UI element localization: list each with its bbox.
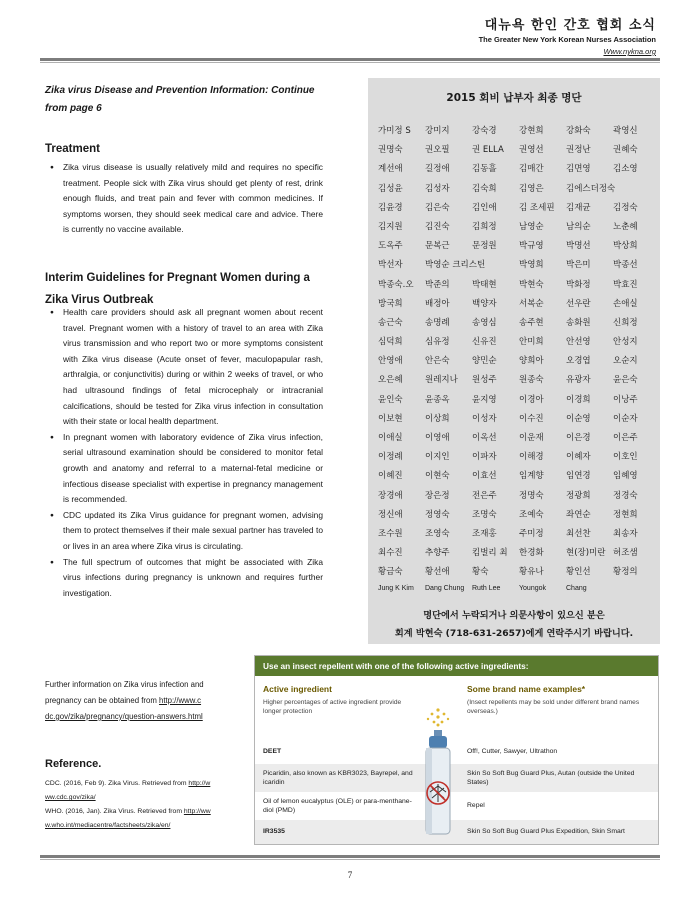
further-information-text: Further information on Zika virus infection and pregnancy can be obtained from [45,680,204,705]
donor-row [378,220,660,239]
donor-name: 이성자 [472,413,497,424]
repellent-spray-can-icon [415,706,461,836]
newsletter-url-link[interactable]: Www.nykna.org [603,47,656,56]
donor-name: 권오필 [425,145,450,156]
donor-name: 이지인 [425,452,450,463]
donor-name: 이호인 [613,452,638,463]
donor-name: 박준의 [425,279,450,290]
donor-name: 정광희 [566,490,591,501]
donor-name [472,258,519,277]
donor-name: 박종선 [613,260,638,271]
donor-name: 이옥선 [472,433,497,443]
donor-name: 권명숙 [378,145,403,156]
donor-name: 권영선 [519,145,544,156]
brand-cell: Off!, Cutter, Sawyer, Ultrathon [467,748,558,755]
brand-cell: Repel [467,802,485,809]
donor-row [378,489,660,508]
footer-rule [40,855,660,858]
donor-name: 김지원 [378,221,403,232]
donor-name: 이파자 [472,452,497,463]
donor-name: 이은주 [613,433,638,443]
donor-name: 임계향 [519,471,544,482]
donor-name: 정영숙 [425,509,450,520]
interim-guidelines-heading: Interim Guidelines for Pregnant Women during a Zika Virus Outbreak [45,272,310,306]
donor-name: 김재균 [566,202,591,213]
donor-name: 심덕희 [378,337,403,348]
donor-name: 황인선 [566,567,591,578]
donor-name: 원레지나 [425,375,458,386]
donor-name: Jung K Kim [378,584,414,592]
donor-name: 황선애 [425,567,450,578]
donor-name: 계선애 [378,164,403,175]
donor-name: 이영애 [425,433,450,443]
donor-name: 권정난 [566,145,591,156]
donor-name: 윤지영 [472,394,497,405]
donor-name: 유광자 [566,375,591,386]
donor-name: 김영은 [519,183,544,194]
donor-name: 박화정 [566,279,591,290]
donor-name: 박영희 [519,260,544,271]
donor-name: 박종숙.오 [378,279,414,290]
active-ingredient-subtext: Higher percentages of active ingredient provide longer protection [263,699,402,715]
donor-name: 이순자 [613,413,638,424]
donor-row [378,508,660,527]
donor-name: 윤종옥 [425,394,450,405]
donor-name: 강숙경 [472,126,497,136]
donor-name: 조명숙 [472,509,497,520]
donor-name: 박효진 [613,279,638,290]
donor-name: 황정의 [613,567,638,578]
donor-name: 이보현 [378,413,403,424]
donor-name: 김인애 [472,202,497,213]
donor-name: 가미정 S [378,126,411,136]
donor-name: 박상희 [613,241,638,252]
donor-name: 이운재 [519,433,544,443]
donor-name: 조수원 [378,528,403,539]
donor-name: 황숙 [472,567,489,578]
donor-name: 추향주 [425,548,450,559]
donor-name: 이정례 [378,452,403,463]
donor-name: 남영순 [519,221,544,232]
page-number: 7 [347,870,353,880]
donor-row [378,450,660,469]
donor-name: Dang Chung [425,584,465,592]
donor-name: 백양자 [472,298,497,309]
donor-row [378,143,660,162]
donor-row [378,278,660,297]
guideline-item: ● The full spectrum of outcomes that might be associated with Zika virus infections during pregnancy is unknown and requires further investigation. [63,555,323,602]
donor-name: 박선자 [378,260,403,271]
newsletter-korean-title: 대뉴욕 한인 간호 협회 소식 [484,18,656,33]
ingredient-cell: Oil of lemon eucalyptus (OLE) or para-menthane-diol (PMD) [263,798,412,814]
donor-name: 정명숙 [519,490,544,501]
reference-item [45,805,215,833]
newsletter-english-title: The Greater New York Korean Nurses Association [478,35,656,44]
donor-name: 방국희 [378,298,403,309]
donor-name: 정현희 [613,509,638,520]
ingredient-cell: DEET [263,748,282,755]
donor-row [378,162,660,181]
donor-row [378,431,660,450]
donor-name: 박영순 크리스틴 [425,260,486,271]
donor-name: 안성지 [613,337,638,348]
donor-name: 노춘혜 [613,221,638,232]
treatment-heading: Treatment [45,143,100,155]
donor-name: 킴벌리 최 [472,548,508,559]
repellent-banner: Use an insect repellent with one of the following active ingredients: [255,656,658,676]
donor-name: 최선찬 [566,528,591,539]
donor-name: 정신애 [378,509,403,520]
ingredient-cell: Picaridin, also known as KBR3023, Bayrepel, and icaridin [263,770,413,786]
reference-text: WHO. (2016, Jan). Zika Virus. Retrieved from [45,808,182,815]
brand-examples-header: Some brand name examples* [467,684,586,694]
brand-cell: Skin So Soft Bug Guard Plus Expedition, Skin Smart [467,828,625,835]
donor-name: 김소영 [613,164,638,175]
donor-name: 김성윤 [378,183,403,194]
donor-row-english [378,585,660,601]
donor-name: Chang [566,584,587,592]
treatment-list [45,160,323,238]
donor-name: 조재홍 [472,528,497,539]
donor-note-line2: 회계 박현숙 (718-631-2657)에게 연락주시기 바랍니다. [394,628,634,639]
donor-name: 배정아 [425,298,450,309]
donor-name: 서복순 [519,298,544,309]
donor-name: 이낭주 [613,394,638,405]
donor-name: 이경희 [566,394,591,405]
treatment-item: ● Zika virus disease is usually relatively mild and requires no specific treatment. People sick with Zika virus should get plenty of rest, drink enough fluids, and treat pain and fever with common medicines. If symptoms worsen, they should seek medical care and advice. There is currently no vaccine available. [63,160,323,238]
donor-name: 윤은숙 [613,375,638,386]
donor-name: 현(장)미란 [566,548,606,559]
donor-row [378,565,660,584]
donor-name: 송화원 [566,317,591,328]
donor-name: 안선영 [566,337,591,348]
reference-text: CDC. (2016, Feb 9). Zika Virus. Retrieved from [45,780,187,787]
donor-name: 송명례 [425,317,450,328]
donor-row [378,258,660,277]
donor-name: 선우란 [566,298,591,309]
donor-name: 이혜자 [566,452,591,463]
donor-name: 김동흘 [472,164,497,175]
donor-name: 이수진 [519,413,544,424]
donor-name: 원종숙 [519,375,544,386]
donor-name: 임연경 [566,471,591,482]
guideline-item: ● Health care providers should ask all pregnant women about recent travel. Pregnant women with a history of travel to an area with Zika virus transmission and who report two or more symptoms consistent with Zika virus disease (Acute onset of fever, maculopapular rash, arthralgia, or conjunctivitis) during or within 2 weeks of travel, or who had ultrasound findings of fetal microcephaly or intracranial calcifications, should be tested for Zika virus infection in consultation with their state or local health department. [63,305,323,430]
donor-name: 김성자 [425,183,450,194]
donor-name: 이애실 [378,433,403,443]
cdc-pregnancy-link[interactable]: http://www.cdc.gov/zika/pregnancy/question-answers.html [45,696,203,721]
reference-list [45,777,215,833]
donor-name: 박규영 [519,241,544,252]
donor-name: 김 조세핀 [519,202,555,213]
donor-name: 김은숙 [425,202,450,213]
reference-link[interactable]: http://www.who.int/mediacentre/factsheets/zika/en/ [45,808,211,829]
donor-name: 이은경 [566,433,591,443]
donor-name: 문복근 [425,241,450,252]
donor-name: 전은주 [472,490,497,501]
header-rule [40,58,660,61]
interim-guidelines-list [45,305,323,601]
donor-name: 정경숙 [613,490,638,501]
donor-name: 김진숙 [425,221,450,232]
donor-name: 조영숙 [425,528,450,539]
donor-name: 강화숙 [566,126,591,136]
donor-name: 주미정 [519,528,544,539]
donor-name: 이효선 [472,471,497,482]
donor-name: 안미희 [519,337,544,348]
donor-name: 오순지 [613,356,638,367]
donor-name: 신유진 [472,337,497,348]
donor-name: 권혜숙 [613,145,638,156]
donor-note-line1: 명단에서 누락되거나 의문사항이 있으신 분은 [423,610,605,621]
insect-repellent-table [254,655,659,845]
donor-name: 임혜영 [613,471,638,482]
donor-name: 신희정 [613,317,638,328]
donor-name: 박은미 [566,260,591,271]
donor-row [378,393,660,412]
donor-name: 이현숙 [425,471,450,482]
donor-name: 김숙희 [472,183,497,194]
donor-name: Ruth Lee [472,584,501,592]
donor-name: 한경화 [519,548,544,559]
guideline-item: ● CDC updated its Zika Virus guidance for pregnant women, advising them to protect themselves if their male sexual partner has traveled to or lives in an area where Zika virus is circulating. [63,508,323,555]
donor-row [378,354,660,373]
donor-row [378,201,660,220]
donor-name: 김매간 [519,164,544,175]
donor-name: 오경엽 [566,356,591,367]
donor-name: 장은정 [425,490,450,501]
donor-name: 최송자 [613,528,638,539]
donor-name: 도옥주 [378,241,403,252]
donor-name: 손애실 [613,298,638,309]
donor-name: 김정숙 [613,202,638,213]
continuation-title: Zika virus Disease and Prevention Information: Continue from page 6 [45,85,315,114]
donor-name: 곽영신 [613,126,638,136]
donor-row [378,469,660,488]
donor-name: 강현희 [519,126,544,136]
donor-name: 김윤경 [378,202,403,213]
guideline-item: ● In pregnant women with laboratory evidence of Zika virus infection, serial ultrasound examination should be considered to monitor fetal growth and anatomy and referral to a maternal-fetal medicine or infectious disease specialist with expertise in pregnancy management is recommended. [63,430,323,508]
donor-name: 이경아 [519,394,544,405]
donor-name: 양민순 [472,356,497,367]
donor-name: 최수진 [378,548,403,559]
donor-row [378,527,660,546]
donor-name: 황유나 [519,567,544,578]
donor-row [378,182,660,201]
reference-link[interactable]: http://www.cdc.gov/zika/ [45,780,211,801]
donor-name: 허조샘 [613,548,638,559]
donor-name: 심유정 [425,337,450,348]
donor-name-grid [378,124,660,601]
donor-name: 윤인숙 [378,394,403,405]
donor-name: 이혜진 [378,471,403,482]
brand-cell: Skin So Soft Bug Guard Plus, Autan (outside the United States) [467,770,635,786]
further-information [45,677,205,725]
donor-name: 조예숙 [519,509,544,520]
donor-name: 문정원 [472,241,497,252]
donor-row [378,316,660,335]
donor-name: 송주현 [519,317,544,328]
donor-name: 송영심 [472,317,497,328]
donor-name: 박명선 [566,241,591,252]
donor-name: 남의순 [566,221,591,232]
reference-heading: Reference. [45,758,102,770]
donor-name: 양희아 [519,356,544,367]
donor-name: 이순영 [566,413,591,424]
donor-name [613,182,660,201]
donor-row [378,373,660,392]
donor-name: 김에스더정숙 [566,183,616,194]
donor-list-title: 2015 회비 납부자 최종 명단 [446,92,582,104]
header-rule-thin [40,62,660,63]
brand-examples-subtext: (Insect repellents may be sold under different brand names overseas.) [467,699,640,715]
donor-name: 안영애 [378,356,403,367]
donor-name: 안은숙 [425,356,450,367]
donor-row [378,546,660,565]
donor-name: 좌연순 [566,509,591,520]
donor-row [378,412,660,431]
donor-name: 김희정 [472,221,497,232]
donor-row [378,335,660,354]
donor-name: 김면영 [566,164,591,175]
donor-name [613,585,660,601]
donor-name: 원성주 [472,375,497,386]
donor-name: 송근숙 [378,317,403,328]
donor-name: 황금숙 [378,567,403,578]
active-ingredient-header: Active ingredient [263,684,332,694]
donor-name: Youngok [519,584,546,592]
donor-row [378,297,660,316]
donor-name: 강미지 [425,126,450,136]
donor-name: 길정애 [425,164,450,175]
donor-name: 장경애 [378,490,403,501]
donor-name: 권 ELLA [472,145,504,156]
donor-name: 이해경 [519,452,544,463]
reference-item [45,777,215,805]
donor-name: 오은혜 [378,375,403,386]
donor-row [378,239,660,258]
donor-name: 박현숙 [519,279,544,290]
donor-row [378,124,660,143]
ingredient-cell: IR3535 [263,828,285,835]
footer-rule-thin [40,859,660,860]
donor-name: 박태현 [472,279,497,290]
donor-name: 이상희 [425,413,450,424]
